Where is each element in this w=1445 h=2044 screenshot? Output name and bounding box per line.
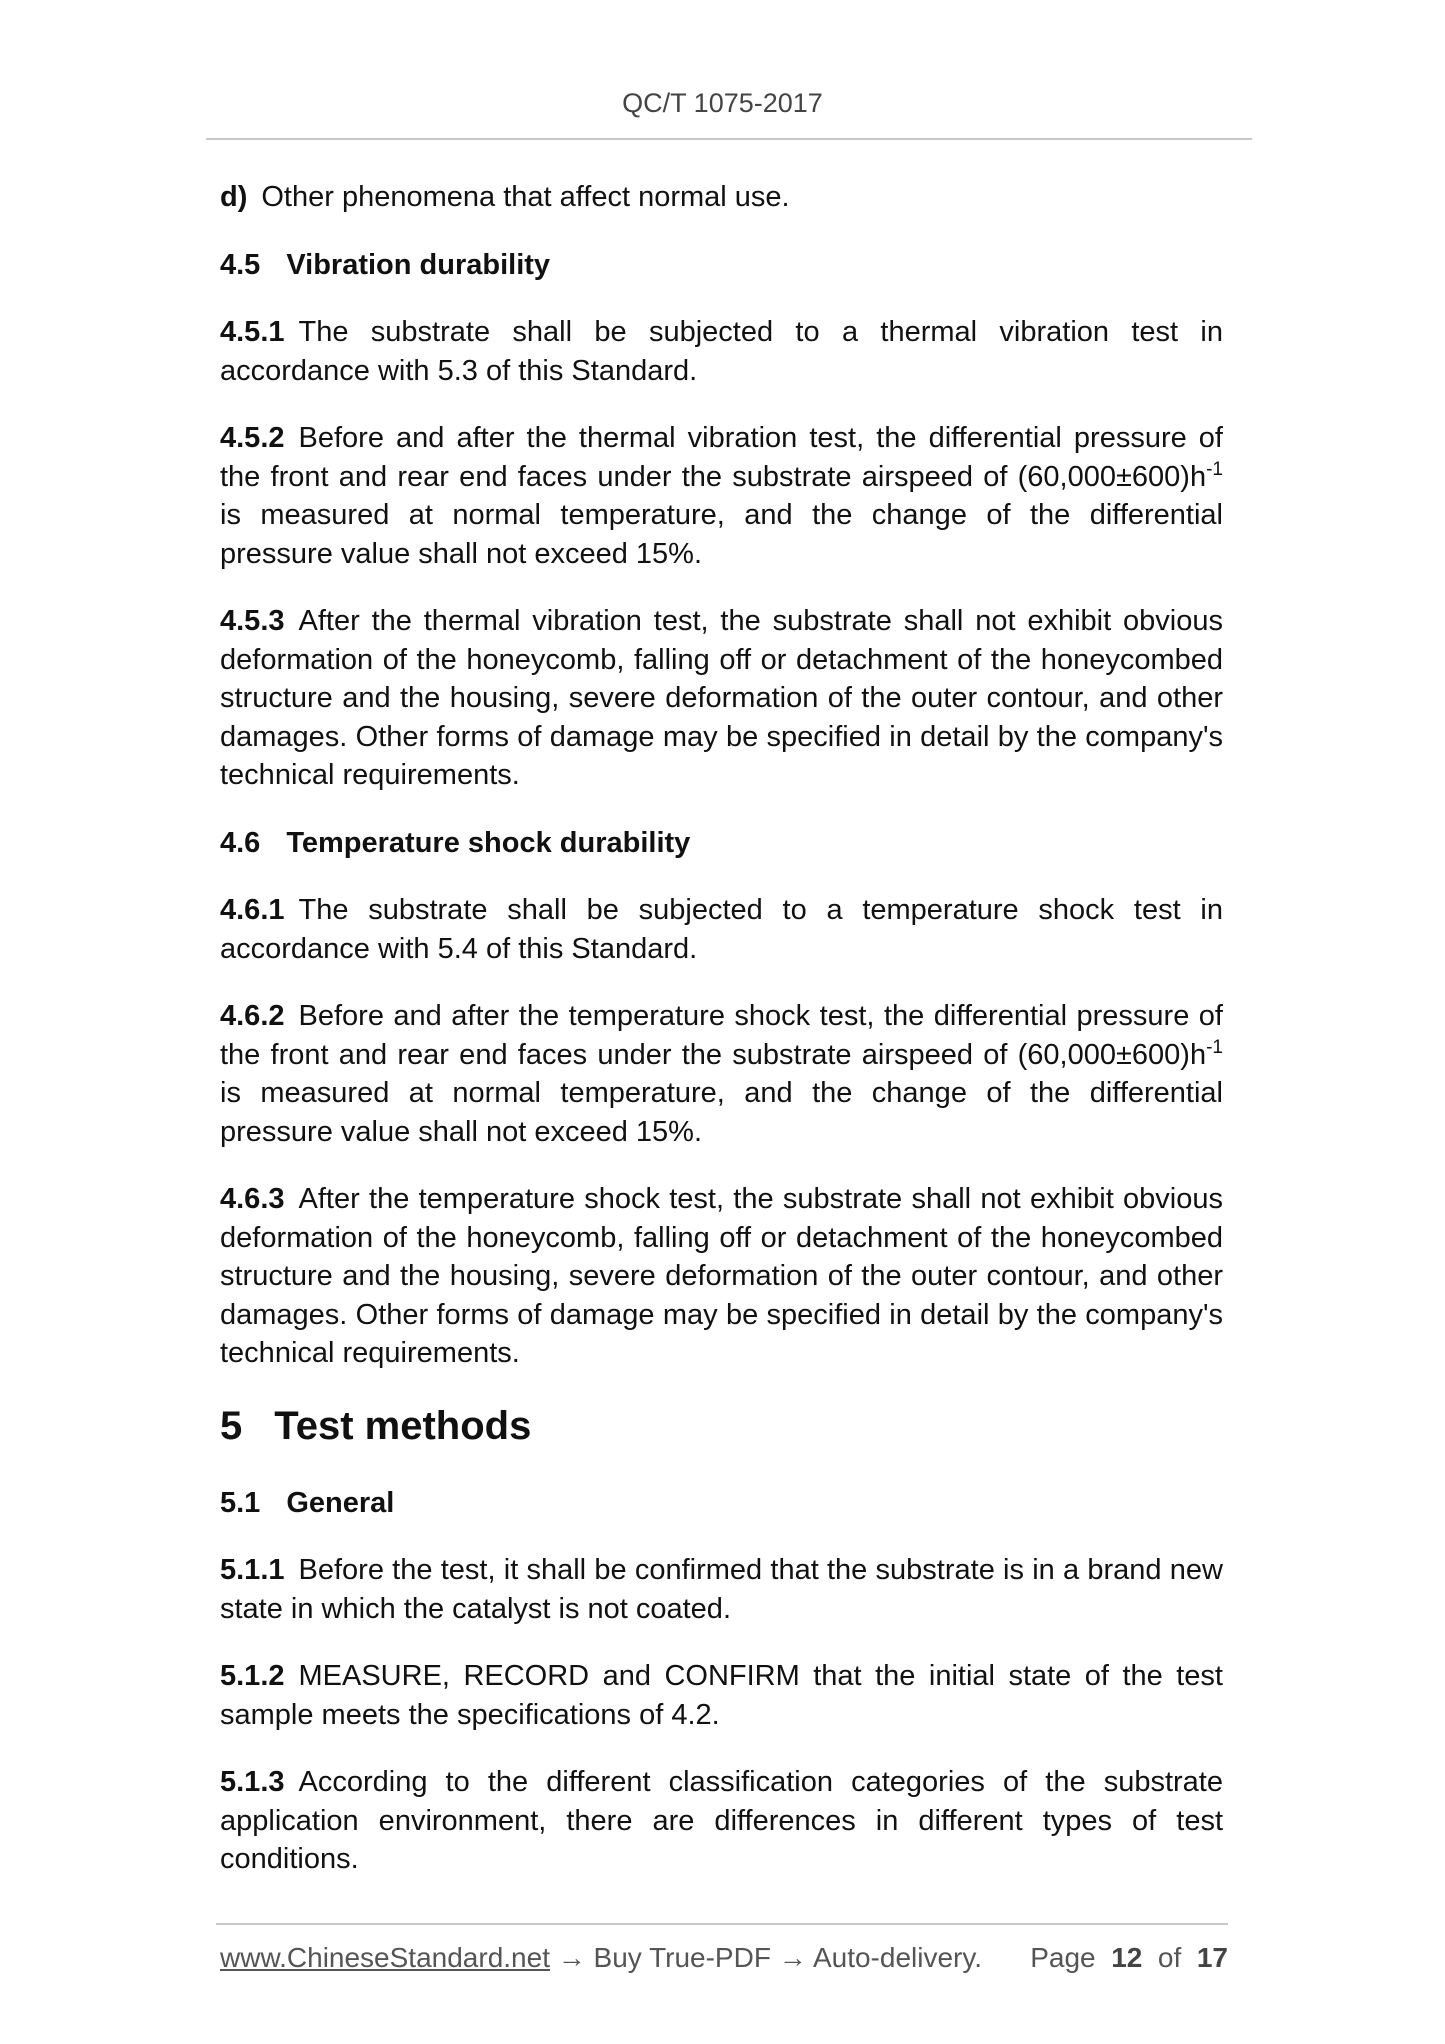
- superscript: -1: [1206, 1036, 1223, 1058]
- clause-text: Before the test, it shall be confirmed that the substrate is in a brand new state in which the catalyst is not coated.: [220, 1554, 1223, 1625]
- site-link[interactable]: www.ChineseStandard.net: [220, 1942, 550, 1973]
- paragraph: [220, 313, 1223, 390]
- clause-text: The substrate shall be subjected to a thermal vibration test in accordance with 5.3 of this Standard.: [220, 316, 1223, 387]
- clause-number: 4.5.2: [220, 422, 285, 454]
- paragraph: [220, 891, 1223, 968]
- clause-number: 5.1.3: [220, 1766, 285, 1798]
- footer: [220, 1942, 1228, 1974]
- clause-text: Temperature shock durability: [286, 826, 691, 859]
- paragraph: [220, 1551, 1223, 1628]
- clause-text: Before and after the temperature shock test, the differential pressure of the front and rear end faces under the substrate airspeed of (60,000±600)h: [220, 1000, 1223, 1071]
- clause-number: 4.6: [220, 826, 261, 859]
- buy-pdf-link[interactable]: Buy True-PDF: [593, 1942, 771, 1973]
- clause-text: MEASURE, RECORD and CONFIRM that the initial state of the test sample meets the specifications of 4.2.: [220, 1660, 1223, 1731]
- clause-text: After the temperature shock test, the substrate shall not exhibit obvious deformation of the honeycomb, falling off or detachment of the honeycombed structure and the housing, severe deformation of the outer contour, and other damages. Other forms of damage may be specified in detail by the company's technical requirements.: [220, 1183, 1223, 1369]
- paragraph: [220, 1180, 1223, 1373]
- paragraph: [220, 997, 1223, 1151]
- clause-text: Other phenomena that affect normal use.: [261, 181, 790, 213]
- clause-number: 4.6.1: [220, 894, 285, 926]
- clause-text: According to the different classification categories of the substrate application environment, there are differences in different types of test conditions.: [220, 1766, 1223, 1875]
- page-label: Page: [1030, 1942, 1096, 1973]
- clause-number: 4.5: [220, 248, 261, 281]
- subsection-heading: [220, 246, 1223, 285]
- clause-number: d): [220, 181, 248, 213]
- paragraph: [220, 178, 1223, 217]
- document-body: [220, 178, 1223, 1908]
- clause-number: 4.6.3: [220, 1183, 285, 1215]
- clause-number: 4.6.2: [220, 1000, 285, 1032]
- clause-number: 4.5.3: [220, 605, 285, 637]
- clause-text-continued: is measured at normal temperature, and the change of the differential pressure value shall not exceed 15%.: [220, 1077, 1223, 1148]
- header-divider: [206, 138, 1252, 140]
- paragraph: [220, 1657, 1223, 1734]
- arrow-icon: →: [778, 1942, 807, 1973]
- subsection-heading: [220, 824, 1223, 863]
- clause-number: 5.1: [220, 1486, 261, 1519]
- page-indicator: [1030, 1942, 1228, 1974]
- clause-text: The substrate shall be subjected to a temperature shock test in accordance with 5.4 of this Standard.: [220, 894, 1223, 965]
- of-label: of: [1157, 1942, 1182, 1973]
- clause-text: After the thermal vibration test, the substrate shall not exhibit obvious deformation of the honeycomb, falling off or detachment of the honeycombed structure and the housing, severe deformation of the outer contour, and other damages. Other forms of damage may be specified in detail by the company's technical requirements.: [220, 605, 1223, 791]
- section-heading: [220, 1402, 1223, 1450]
- paragraph: [220, 419, 1223, 573]
- paragraph: [220, 1763, 1223, 1879]
- superscript: -1: [1206, 458, 1223, 480]
- clause-text: Vibration durability: [286, 248, 551, 281]
- arrow-icon: →: [557, 1942, 586, 1973]
- current-page: 12: [1111, 1942, 1143, 1973]
- clause-number: 5: [220, 1403, 243, 1448]
- footer-divider: [216, 1923, 1228, 1925]
- clause-number: 5.1.2: [220, 1660, 285, 1692]
- paragraph: [220, 602, 1223, 795]
- header-title: QC/T 1075-2017: [622, 88, 823, 118]
- clause-text: Test methods: [274, 1403, 532, 1448]
- subsection-heading: [220, 1484, 1223, 1523]
- delivery-text: Auto-delivery.: [812, 1942, 983, 1973]
- clause-text: Before and after the thermal vibration test, the differential pressure of the front and rear end faces under the substrate airspeed of (60,000±600)h: [220, 422, 1223, 493]
- clause-text-continued: is measured at normal temperature, and the change of the differential pressure value shall not exceed 15%.: [220, 499, 1223, 570]
- clause-number: 5.1.1: [220, 1554, 285, 1586]
- clause-number: 4.5.1: [220, 316, 285, 348]
- clause-text: General: [286, 1486, 395, 1519]
- total-pages: 17: [1196, 1942, 1228, 1973]
